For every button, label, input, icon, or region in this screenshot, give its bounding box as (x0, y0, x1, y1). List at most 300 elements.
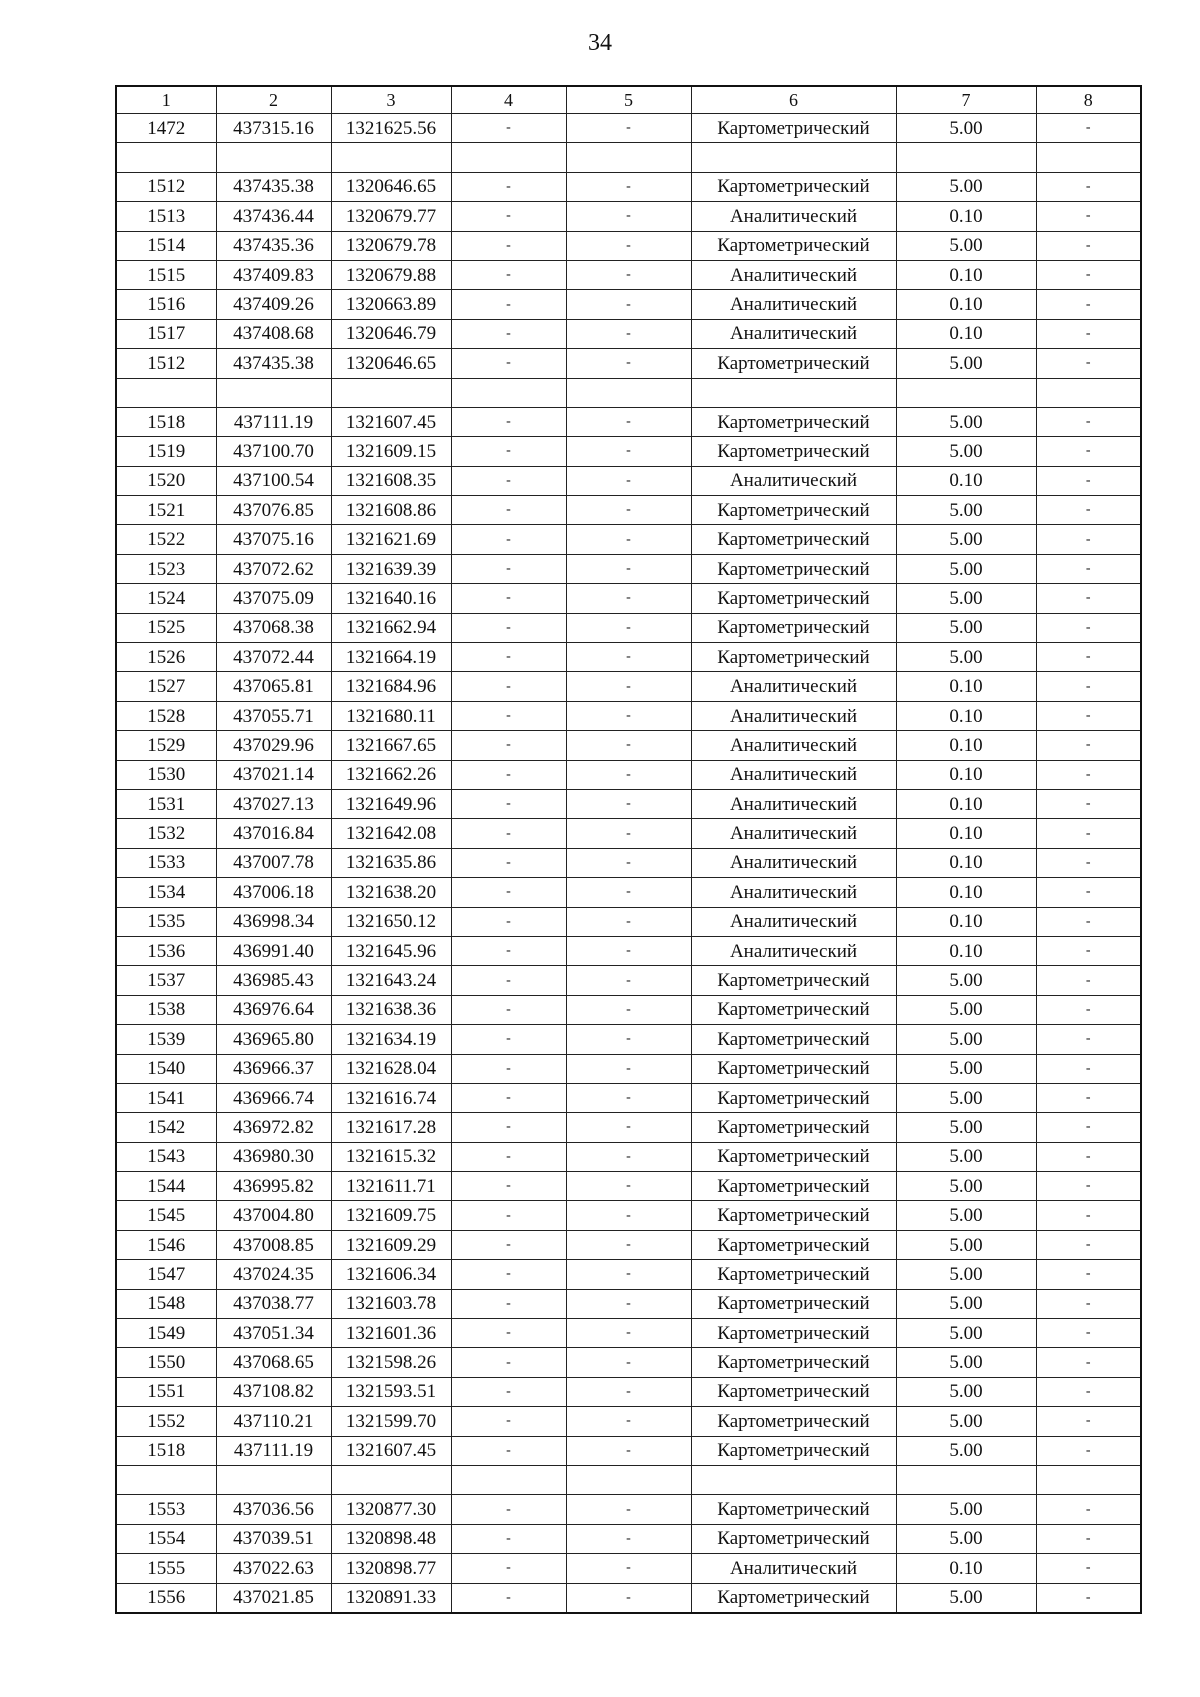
accuracy-cell: 5.00 (896, 1025, 1036, 1054)
method-cell: Картометрический (691, 231, 896, 260)
point-number-cell: 1549 (116, 1319, 216, 1348)
accuracy-cell: 5.00 (896, 1172, 1036, 1201)
accuracy-cell: 0.10 (896, 290, 1036, 319)
method-cell: Картометрический (691, 1524, 896, 1553)
table-row (116, 966, 1141, 995)
column-5-cell: - (566, 760, 691, 789)
column-5-cell: - (566, 1054, 691, 1083)
y-coordinate-cell: 1320679.78 (331, 231, 451, 260)
accuracy-cell: 5.00 (896, 1377, 1036, 1406)
point-number-cell: 1521 (116, 496, 216, 525)
column-5-cell: - (566, 613, 691, 642)
column-4-cell: - (451, 1348, 566, 1377)
column-8-cell: - (1036, 407, 1141, 436)
column-4-cell: - (451, 1377, 566, 1406)
point-number-cell: 1543 (116, 1142, 216, 1171)
column-5-cell: - (566, 966, 691, 995)
method-cell: Картометрический (691, 584, 896, 613)
column-8-cell: - (1036, 1025, 1141, 1054)
column-8-cell: - (1036, 466, 1141, 495)
column-4-cell: - (451, 613, 566, 642)
x-coordinate-cell: 437076.85 (216, 496, 331, 525)
y-coordinate-cell: 1321603.78 (331, 1289, 451, 1318)
column-8-cell: - (1036, 966, 1141, 995)
column-5-cell: - (566, 290, 691, 319)
table-row (116, 378, 1141, 407)
accuracy-cell: 5.00 (896, 1260, 1036, 1289)
method-cell: Картометрический (691, 172, 896, 201)
x-coordinate-cell: 437075.16 (216, 525, 331, 554)
method-cell: Картометрический (691, 349, 896, 378)
column-5-cell: - (566, 995, 691, 1024)
y-coordinate-cell: 1321650.12 (331, 907, 451, 936)
x-coordinate-cell: 437435.38 (216, 172, 331, 201)
column-4-cell: - (451, 848, 566, 877)
column-5-cell (566, 143, 691, 172)
method-cell: Аналитический (691, 202, 896, 231)
y-coordinate-cell: 1320679.77 (331, 202, 451, 231)
x-coordinate-cell: 437409.83 (216, 260, 331, 289)
x-coordinate-cell: 437435.36 (216, 231, 331, 260)
column-5-cell: - (566, 643, 691, 672)
table-row (116, 613, 1141, 642)
column-5-cell: - (566, 731, 691, 760)
point-number-cell: 1523 (116, 554, 216, 583)
x-coordinate-cell: 437038.77 (216, 1289, 331, 1318)
accuracy-cell: 0.10 (896, 936, 1036, 965)
column-4-cell: - (451, 701, 566, 730)
method-cell: Аналитический (691, 907, 896, 936)
column-4-cell: - (451, 1230, 566, 1259)
table-row (116, 672, 1141, 701)
x-coordinate-cell: 437039.51 (216, 1524, 331, 1553)
column-5-cell: - (566, 848, 691, 877)
table-row (116, 554, 1141, 583)
x-coordinate-cell: 437100.54 (216, 466, 331, 495)
method-cell: Картометрический (691, 613, 896, 642)
y-coordinate-cell: 1321645.96 (331, 936, 451, 965)
column-4-cell: - (451, 437, 566, 466)
x-coordinate-cell: 437068.38 (216, 613, 331, 642)
x-coordinate-cell: 437100.70 (216, 437, 331, 466)
table-row (116, 643, 1141, 672)
accuracy-cell: 0.10 (896, 701, 1036, 730)
column-5-cell: - (566, 202, 691, 231)
point-number-cell: 1472 (116, 114, 216, 143)
y-coordinate-cell: 1321621.69 (331, 525, 451, 554)
point-number-cell: 1544 (116, 1172, 216, 1201)
column-8-cell: - (1036, 1319, 1141, 1348)
column-8-cell: - (1036, 290, 1141, 319)
column-8-cell: - (1036, 1083, 1141, 1112)
point-number-cell: 1532 (116, 819, 216, 848)
table-row (116, 349, 1141, 378)
accuracy-cell: 5.00 (896, 966, 1036, 995)
y-coordinate-cell: 1321680.11 (331, 701, 451, 730)
column-5-cell: - (566, 554, 691, 583)
table-header-row (116, 86, 1141, 114)
column-8-cell: - (1036, 731, 1141, 760)
column-4-cell: - (451, 1025, 566, 1054)
column-5-cell: - (566, 584, 691, 613)
y-coordinate-cell: 1321607.45 (331, 407, 451, 436)
point-number-cell: 1537 (116, 966, 216, 995)
y-coordinate-cell: 1321599.70 (331, 1407, 451, 1436)
column-4-cell: - (451, 407, 566, 436)
column-5-cell: - (566, 407, 691, 436)
accuracy-cell: 0.10 (896, 848, 1036, 877)
y-coordinate-cell: 1320898.77 (331, 1554, 451, 1583)
method-cell: Картометрический (691, 643, 896, 672)
point-number-cell (116, 143, 216, 172)
x-coordinate-cell: 437022.63 (216, 1554, 331, 1583)
column-8-cell: - (1036, 554, 1141, 583)
table-row (116, 760, 1141, 789)
column-4-cell: - (451, 672, 566, 701)
accuracy-cell: 0.10 (896, 672, 1036, 701)
column-header: 6 (691, 86, 896, 114)
column-4-cell: - (451, 1319, 566, 1348)
column-4-cell (451, 1465, 566, 1494)
point-number-cell: 1522 (116, 525, 216, 554)
column-8-cell: - (1036, 760, 1141, 789)
column-5-cell: - (566, 1319, 691, 1348)
method-cell: Картометрический (691, 1113, 896, 1142)
point-number-cell: 1518 (116, 407, 216, 436)
accuracy-cell: 5.00 (896, 231, 1036, 260)
column-5-cell: - (566, 936, 691, 965)
column-4-cell: - (451, 1201, 566, 1230)
column-4-cell: - (451, 231, 566, 260)
table-row (116, 1436, 1141, 1465)
x-coordinate-cell: 437111.19 (216, 1436, 331, 1465)
method-cell: Картометрический (691, 1319, 896, 1348)
point-number-cell: 1539 (116, 1025, 216, 1054)
y-coordinate-cell: 1321617.28 (331, 1113, 451, 1142)
column-4-cell: - (451, 789, 566, 818)
accuracy-cell: 0.10 (896, 789, 1036, 818)
method-cell: Картометрический (691, 496, 896, 525)
method-cell: Картометрический (691, 1054, 896, 1083)
accuracy-cell (896, 1465, 1036, 1494)
table-row (116, 525, 1141, 554)
accuracy-cell: 5.00 (896, 172, 1036, 201)
point-number-cell: 1529 (116, 731, 216, 760)
table-row (116, 1495, 1141, 1524)
column-5-cell: - (566, 496, 691, 525)
column-5-cell: - (566, 231, 691, 260)
point-number-cell: 1535 (116, 907, 216, 936)
method-cell: Картометрический (691, 1025, 896, 1054)
method-cell: Картометрический (691, 1289, 896, 1318)
column-4-cell: - (451, 584, 566, 613)
y-coordinate-cell: 1320891.33 (331, 1583, 451, 1613)
accuracy-cell: 0.10 (896, 907, 1036, 936)
table-row (116, 1524, 1141, 1553)
method-cell: Аналитический (691, 848, 896, 877)
column-8-cell: - (1036, 1407, 1141, 1436)
column-4-cell: - (451, 1524, 566, 1553)
column-header: 1 (116, 86, 216, 114)
y-coordinate-cell: 1321609.29 (331, 1230, 451, 1259)
column-8-cell: - (1036, 260, 1141, 289)
y-coordinate-cell: 1320646.79 (331, 319, 451, 348)
point-number-cell: 1538 (116, 995, 216, 1024)
column-5-cell: - (566, 1583, 691, 1613)
y-coordinate-cell: 1321609.75 (331, 1201, 451, 1230)
column-4-cell: - (451, 525, 566, 554)
x-coordinate-cell: 437436.44 (216, 202, 331, 231)
method-cell: Аналитический (691, 731, 896, 760)
column-5-cell: - (566, 1407, 691, 1436)
coordinates-table (115, 85, 1142, 1614)
y-coordinate-cell (331, 1465, 451, 1494)
column-4-cell: - (451, 319, 566, 348)
y-coordinate-cell: 1321638.36 (331, 995, 451, 1024)
column-8-cell: - (1036, 1260, 1141, 1289)
column-4-cell: - (451, 114, 566, 143)
x-coordinate-cell: 437409.26 (216, 290, 331, 319)
method-cell: Аналитический (691, 936, 896, 965)
point-number-cell: 1542 (116, 1113, 216, 1142)
method-cell: Картометрический (691, 1348, 896, 1377)
method-cell: Картометрический (691, 1201, 896, 1230)
accuracy-cell: 5.00 (896, 1201, 1036, 1230)
column-4-cell: - (451, 1172, 566, 1201)
column-5-cell: - (566, 1524, 691, 1553)
column-header: 3 (331, 86, 451, 114)
accuracy-cell: 5.00 (896, 1348, 1036, 1377)
x-coordinate-cell: 437315.16 (216, 114, 331, 143)
y-coordinate-cell: 1321625.56 (331, 114, 451, 143)
column-8-cell: - (1036, 1113, 1141, 1142)
y-coordinate-cell: 1321667.65 (331, 731, 451, 760)
point-number-cell: 1514 (116, 231, 216, 260)
point-number-cell: 1536 (116, 936, 216, 965)
y-coordinate-cell (331, 143, 451, 172)
y-coordinate-cell: 1320877.30 (331, 1495, 451, 1524)
method-cell (691, 1465, 896, 1494)
column-4-cell: - (451, 731, 566, 760)
y-coordinate-cell: 1321635.86 (331, 848, 451, 877)
x-coordinate-cell: 437065.81 (216, 672, 331, 701)
column-8-cell: - (1036, 349, 1141, 378)
x-coordinate-cell: 437007.78 (216, 848, 331, 877)
column-8-cell: - (1036, 525, 1141, 554)
x-coordinate-cell: 436976.64 (216, 995, 331, 1024)
point-number-cell: 1518 (116, 1436, 216, 1465)
column-5-cell: - (566, 878, 691, 907)
point-number-cell: 1541 (116, 1083, 216, 1112)
x-coordinate-cell: 437036.56 (216, 1495, 331, 1524)
column-8-cell: - (1036, 319, 1141, 348)
table-row (116, 1407, 1141, 1436)
table-row (116, 1583, 1141, 1613)
point-number-cell: 1556 (116, 1583, 216, 1613)
method-cell: Аналитический (691, 760, 896, 789)
column-8-cell: - (1036, 1436, 1141, 1465)
point-number-cell: 1552 (116, 1407, 216, 1436)
table-row (116, 114, 1141, 143)
x-coordinate-cell: 436998.34 (216, 907, 331, 936)
method-cell: Аналитический (691, 789, 896, 818)
column-5-cell: - (566, 260, 691, 289)
column-5-cell: - (566, 1230, 691, 1259)
column-5-cell: - (566, 1113, 691, 1142)
y-coordinate-cell: 1321684.96 (331, 672, 451, 701)
method-cell: Аналитический (691, 878, 896, 907)
column-4-cell: - (451, 1436, 566, 1465)
y-coordinate-cell: 1321601.36 (331, 1319, 451, 1348)
table-row (116, 1289, 1141, 1318)
method-cell: Картометрический (691, 1260, 896, 1289)
table-row (116, 1465, 1141, 1494)
column-4-cell: - (451, 1407, 566, 1436)
table-row (116, 1260, 1141, 1289)
column-header: 5 (566, 86, 691, 114)
column-4-cell: - (451, 936, 566, 965)
column-header: 7 (896, 86, 1036, 114)
column-5-cell (566, 1465, 691, 1494)
column-5-cell: - (566, 466, 691, 495)
point-number-cell: 1531 (116, 789, 216, 818)
x-coordinate-cell: 436985.43 (216, 966, 331, 995)
x-coordinate-cell: 437021.14 (216, 760, 331, 789)
method-cell: Аналитический (691, 290, 896, 319)
x-coordinate-cell: 436965.80 (216, 1025, 331, 1054)
point-number-cell (116, 378, 216, 407)
accuracy-cell (896, 378, 1036, 407)
x-coordinate-cell: 436972.82 (216, 1113, 331, 1142)
x-coordinate-cell (216, 143, 331, 172)
method-cell: Картометрический (691, 437, 896, 466)
point-number-cell: 1555 (116, 1554, 216, 1583)
column-8-cell: - (1036, 1289, 1141, 1318)
x-coordinate-cell: 436995.82 (216, 1172, 331, 1201)
y-coordinate-cell: 1321593.51 (331, 1377, 451, 1406)
x-coordinate-cell: 436966.37 (216, 1054, 331, 1083)
table-row (116, 789, 1141, 818)
accuracy-cell: 0.10 (896, 760, 1036, 789)
table-row (116, 1083, 1141, 1112)
column-8-cell (1036, 378, 1141, 407)
method-cell: Аналитический (691, 319, 896, 348)
column-5-cell: - (566, 1142, 691, 1171)
column-5-cell (566, 378, 691, 407)
column-8-cell: - (1036, 643, 1141, 672)
accuracy-cell (896, 143, 1036, 172)
x-coordinate-cell: 437021.85 (216, 1583, 331, 1613)
column-5-cell: - (566, 1495, 691, 1524)
column-5-cell: - (566, 1436, 691, 1465)
y-coordinate-cell: 1321615.32 (331, 1142, 451, 1171)
column-8-cell: - (1036, 1230, 1141, 1259)
column-8-cell (1036, 1465, 1141, 1494)
method-cell: Аналитический (691, 1554, 896, 1583)
table-row (116, 878, 1141, 907)
column-5-cell: - (566, 672, 691, 701)
column-4-cell: - (451, 290, 566, 319)
accuracy-cell: 5.00 (896, 407, 1036, 436)
point-number-cell: 1525 (116, 613, 216, 642)
column-5-cell: - (566, 819, 691, 848)
column-4-cell: - (451, 554, 566, 583)
y-coordinate-cell: 1321649.96 (331, 789, 451, 818)
accuracy-cell: 5.00 (896, 613, 1036, 642)
column-5-cell: - (566, 1554, 691, 1583)
table-row (116, 848, 1141, 877)
accuracy-cell: 0.10 (896, 202, 1036, 231)
accuracy-cell: 5.00 (896, 1583, 1036, 1613)
y-coordinate-cell: 1321638.20 (331, 878, 451, 907)
column-8-cell: - (1036, 1377, 1141, 1406)
column-8-cell: - (1036, 1495, 1141, 1524)
x-coordinate-cell: 437029.96 (216, 731, 331, 760)
method-cell (691, 143, 896, 172)
y-coordinate-cell: 1321662.26 (331, 760, 451, 789)
table-row (116, 907, 1141, 936)
column-8-cell: - (1036, 672, 1141, 701)
method-cell: Картометрический (691, 995, 896, 1024)
column-4-cell: - (451, 643, 566, 672)
accuracy-cell: 5.00 (896, 643, 1036, 672)
column-4-cell: - (451, 995, 566, 1024)
x-coordinate-cell: 437435.38 (216, 349, 331, 378)
x-coordinate-cell: 437408.68 (216, 319, 331, 348)
point-number-cell: 1512 (116, 349, 216, 378)
accuracy-cell: 5.00 (896, 1436, 1036, 1465)
table-row (116, 260, 1141, 289)
y-coordinate-cell: 1321607.45 (331, 1436, 451, 1465)
table-row (116, 1554, 1141, 1583)
column-8-cell: - (1036, 613, 1141, 642)
column-8-cell: - (1036, 114, 1141, 143)
accuracy-cell: 5.00 (896, 496, 1036, 525)
table-row (116, 1377, 1141, 1406)
column-8-cell: - (1036, 1172, 1141, 1201)
point-number-cell: 1554 (116, 1524, 216, 1553)
x-coordinate-cell (216, 1465, 331, 1494)
x-coordinate-cell: 437004.80 (216, 1201, 331, 1230)
point-number-cell: 1553 (116, 1495, 216, 1524)
column-5-cell: - (566, 1083, 691, 1112)
y-coordinate-cell: 1321598.26 (331, 1348, 451, 1377)
table-row (116, 437, 1141, 466)
table-row (116, 172, 1141, 201)
x-coordinate-cell: 437075.09 (216, 584, 331, 613)
x-coordinate-cell: 436991.40 (216, 936, 331, 965)
column-header: 4 (451, 86, 566, 114)
y-coordinate-cell: 1321642.08 (331, 819, 451, 848)
accuracy-cell: 5.00 (896, 114, 1036, 143)
column-4-cell: - (451, 1054, 566, 1083)
y-coordinate-cell: 1321616.74 (331, 1083, 451, 1112)
method-cell: Аналитический (691, 672, 896, 701)
point-number-cell: 1526 (116, 643, 216, 672)
point-number-cell: 1545 (116, 1201, 216, 1230)
column-5-cell: - (566, 349, 691, 378)
point-number-cell: 1551 (116, 1377, 216, 1406)
point-number-cell: 1534 (116, 878, 216, 907)
method-cell: Аналитический (691, 260, 896, 289)
x-coordinate-cell: 437027.13 (216, 789, 331, 818)
x-coordinate-cell: 436966.74 (216, 1083, 331, 1112)
x-coordinate-cell: 437051.34 (216, 1319, 331, 1348)
column-8-cell: - (1036, 437, 1141, 466)
point-number-cell: 1516 (116, 290, 216, 319)
method-cell: Картометрический (691, 525, 896, 554)
y-coordinate-cell: 1321608.35 (331, 466, 451, 495)
